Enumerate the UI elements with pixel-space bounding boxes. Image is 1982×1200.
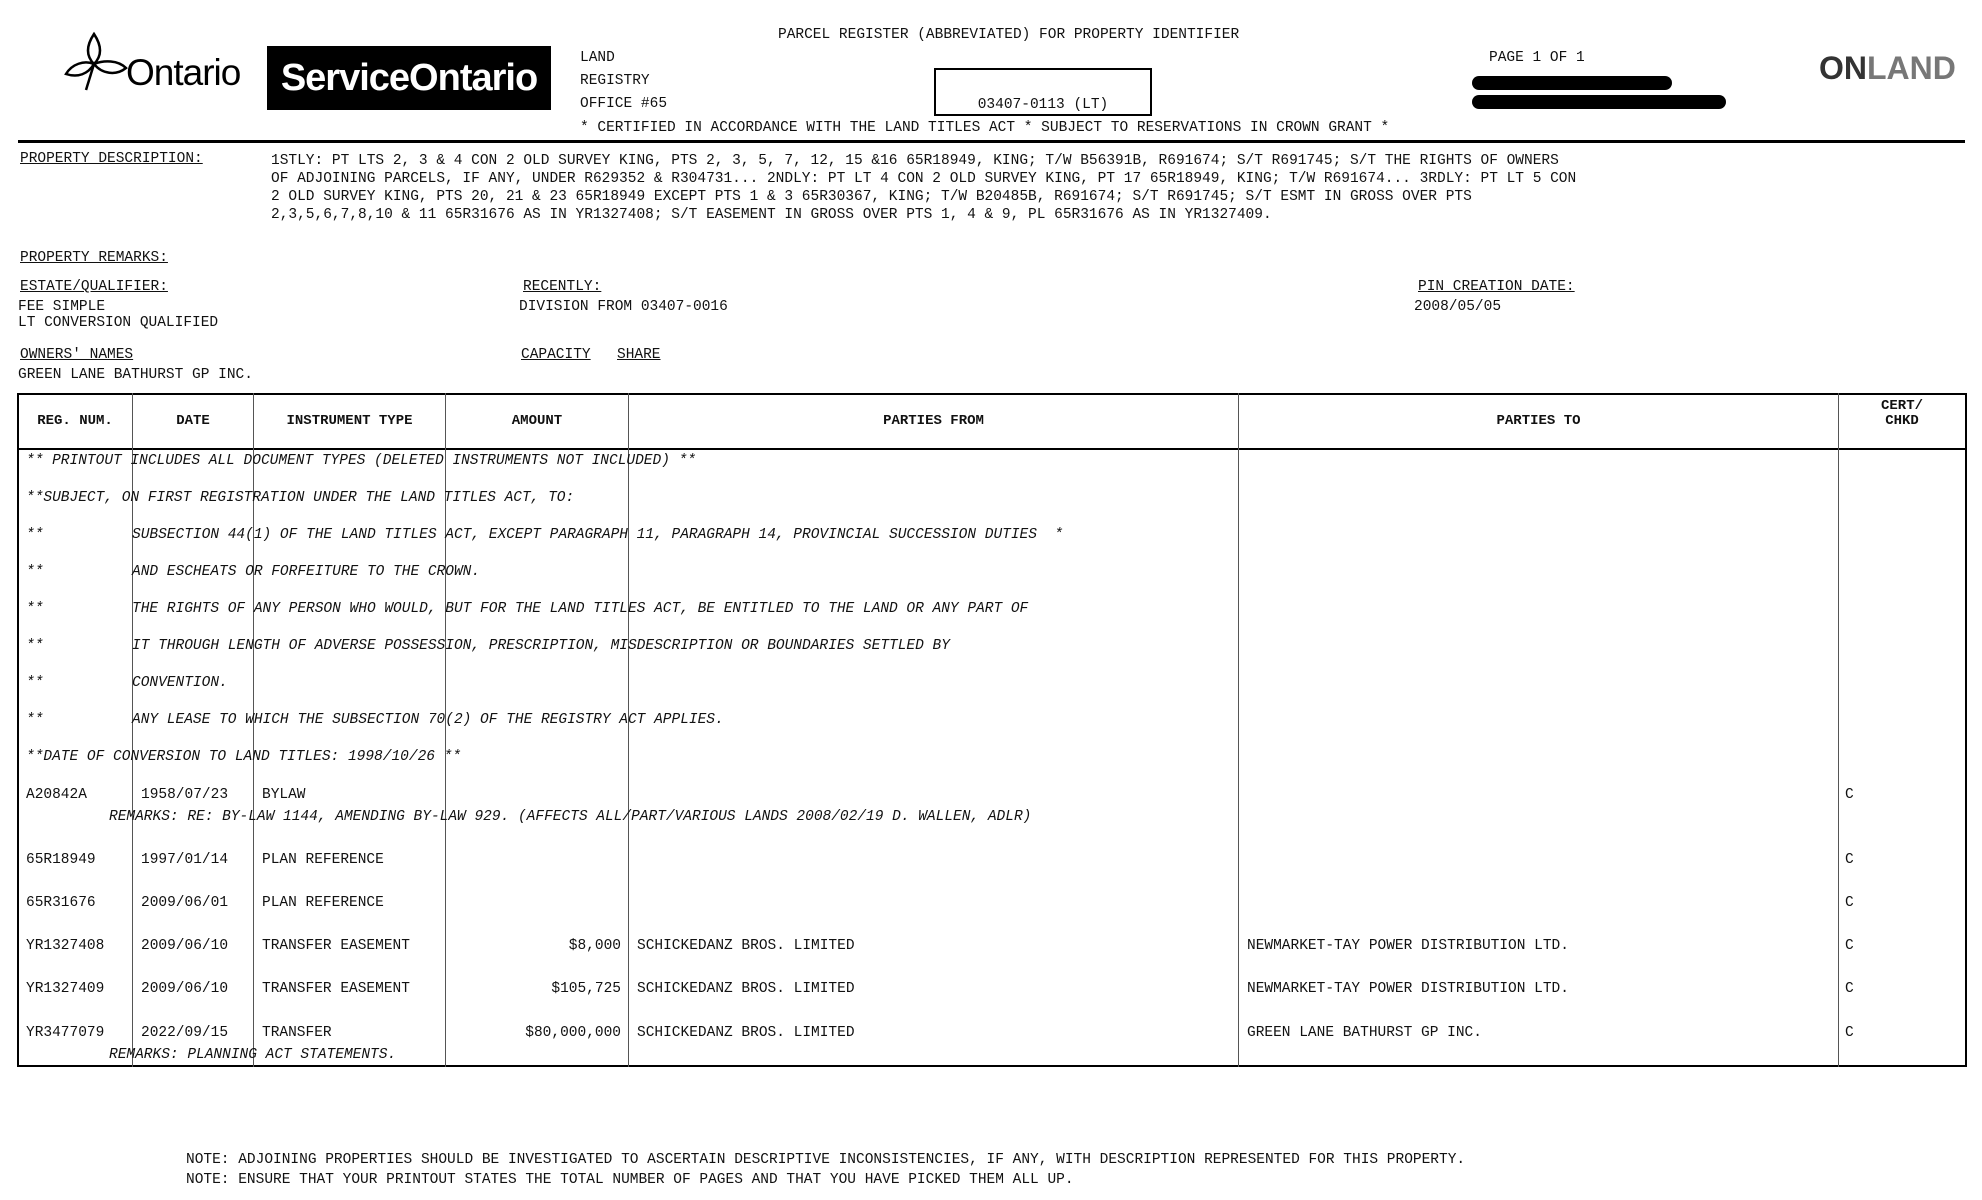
table-note-3: SUBSECTION 44(1) OF THE LAND TITLES ACT, EXCEPT PARAGRAPH 11, PARAGRAPH 14, PROVINCIAL SUCCESSION DUTIES * (132, 527, 1064, 543)
row-5-date: 2009/06/10 (141, 981, 229, 997)
note-prefix: ** (26, 638, 44, 654)
col-header-instrument-type: INSTRUMENT TYPE (286, 413, 413, 429)
onland-land: LAND (1867, 50, 1956, 86)
trillium-icon (64, 30, 132, 92)
row-1-cert: C (1845, 787, 1854, 803)
row-2-cert: C (1845, 852, 1854, 868)
row-5-type: TRANSFER EASEMENT (262, 981, 410, 997)
row-4-to: NEWMARKET-TAY POWER DISTRIBUTION LTD. (1247, 938, 1569, 954)
row-6-date: 2022/09/15 (141, 1025, 229, 1041)
owners-label: OWNERS' NAMES (20, 347, 134, 363)
share-label: SHARE (617, 347, 661, 363)
property-description-line-2: OF ADJOINING PARCELS, IF ANY, UNDER R629352 & R304731... 2NDLY: PT LT 4 CON 2 OLD SURVEY KING, PT 17 65R18949, KING; T/W R691674... 3RDLY: PT LT 5 CON (271, 171, 1577, 187)
onland-on: ON (1819, 50, 1867, 86)
table-note-4: AND ESCHEATS OR FORFEITURE TO THE CROWN. (132, 564, 481, 580)
row-5-amount: $105,725 (551, 981, 621, 997)
office-line-2: REGISTRY (580, 73, 650, 89)
row-3-type: PLAN REFERENCE (262, 895, 384, 911)
property-remarks-label: PROPERTY REMARKS: (20, 250, 168, 266)
service-ontario-logo: ServiceOntario (267, 46, 551, 110)
office-line-3: OFFICE #65 (580, 96, 668, 112)
row-6-from: SCHICKEDANZ BROS. LIMITED (637, 1025, 855, 1041)
table-note-5: THE RIGHTS OF ANY PERSON WHO WOULD, BUT FOR THE LAND TITLES ACT, BE ENTITLED TO THE LAND OR ANY PART OF (132, 601, 1029, 617)
header-rule (18, 140, 1965, 143)
footer-note-1: NOTE: ADJOINING PROPERTIES SHOULD BE INVESTIGATED TO ASCERTAIN DESCRIPTIVE INCONSISTENCIES, IF ANY, WITH DESCRIPTION REPRESENTED FOR THIS PROPERTY. (186, 1152, 1466, 1168)
table-note-8: ANY LEASE TO WHICH THE SUBSECTION 70(2) OF THE REGISTRY ACT APPLIES. (132, 712, 724, 728)
estate-value-2: LT CONVERSION QUALIFIED (18, 315, 219, 331)
row-2-type: PLAN REFERENCE (262, 852, 384, 868)
row-3-reg: 65R31676 (26, 895, 96, 911)
row-6-amount: $80,000,000 (525, 1025, 621, 1041)
row-2-reg: 65R18949 (26, 852, 96, 868)
onland-logo (1819, 50, 1956, 87)
ontario-logo (64, 30, 259, 100)
table-header-rule (17, 448, 1967, 450)
row-4-reg: YR1327408 (26, 938, 105, 954)
estate-qualifier-label: ESTATE/QUALIFIER: (20, 279, 168, 295)
note-prefix: ** (26, 527, 44, 543)
report-title: PARCEL REGISTER (ABBREVIATED) FOR PROPERTY IDENTIFIER (778, 27, 1240, 43)
page-indicator: PAGE 1 OF 1 (1489, 50, 1585, 66)
col-sep-5 (1238, 393, 1239, 1067)
pin-creation-label: PIN CREATION DATE: (1418, 279, 1575, 295)
property-description-line-3: 2 OLD SURVEY KING, PTS 20, 21 & 23 65R18949 EXCEPT PTS 1 & 3 65R30367, KING; T/W B20485B, R691674; S/T R691745; S/T ESMT IN GROSS OVER PTS (271, 189, 1472, 205)
table-note-6: IT THROUGH LENGTH OF ADVERSE POSSESSION, PRESCRIPTION, MISDESCRIPTION OR BOUNDARIES SETTLED BY (132, 638, 950, 654)
col-header-reg-num: REG. NUM. (37, 413, 113, 429)
pin-number: 03407-0113 (LT) (977, 97, 1109, 113)
row-5-from: SCHICKEDANZ BROS. LIMITED (637, 981, 855, 997)
pin-creation-value: 2008/05/05 (1414, 299, 1502, 315)
note-prefix: ** (26, 601, 44, 617)
row-4-cert: C (1845, 938, 1854, 954)
table-note-1: ** PRINTOUT INCLUDES ALL DOCUMENT TYPES (DELETED INSTRUMENTS NOT INCLUDED) ** (26, 453, 697, 469)
office-line-1: LAND (580, 50, 615, 66)
col-sep-4 (628, 393, 629, 1067)
row-4-from: SCHICKEDANZ BROS. LIMITED (637, 938, 855, 954)
row-4-amount: $8,000 (568, 938, 621, 954)
row-5-to: NEWMARKET-TAY POWER DISTRIBUTION LTD. (1247, 981, 1569, 997)
row-3-cert: C (1845, 895, 1854, 911)
col-header-chkd: CHKD (1885, 413, 1919, 429)
col-header-date: DATE (176, 413, 210, 429)
capacity-label: CAPACITY (521, 347, 591, 363)
property-description-line-4: 2,3,5,6,7,8,10 & 11 65R31676 AS IN YR1327408; S/T EASEMENT IN GROSS OVER PTS 1, 4 & 9, PL 65R31676 AS IN YR1327409. (271, 207, 1272, 223)
certified-statement: * CERTIFIED IN ACCORDANCE WITH THE LAND TITLES ACT * SUBJECT TO RESERVATIONS IN CROWN GRANT * (580, 120, 1390, 136)
row-1-type: BYLAW (262, 787, 306, 803)
redaction-1 (1472, 76, 1672, 90)
row-6-cert: C (1845, 1025, 1854, 1041)
pin-box (934, 68, 1152, 116)
estate-value-1: FEE SIMPLE (18, 299, 106, 315)
col-header-parties-from: PARTIES FROM (883, 413, 984, 429)
owners-value: GREEN LANE BATHURST GP INC. (18, 367, 253, 383)
recently-label: RECENTLY: (523, 279, 602, 295)
recently-value: DIVISION FROM 03407-0016 (519, 299, 728, 315)
row-5-cert: C (1845, 981, 1854, 997)
property-description-line-1: 1STLY: PT LTS 2, 3 & 4 CON 2 OLD SURVEY KING, PTS 2, 3, 5, 7, 12, 15 &16 65R18949, KING; T/W B56391B, R691674; S/T R691745; S/T THE RIGHTS OF OWNERS (271, 153, 1559, 169)
row-1-reg: A20842A (26, 787, 87, 803)
row-4-type: TRANSFER EASEMENT (262, 938, 410, 954)
table-note-9: **DATE OF CONVERSION TO LAND TITLES: 1998/10/26 ** (26, 749, 462, 765)
redaction-2 (1472, 95, 1726, 109)
row-2-date: 1997/01/14 (141, 852, 229, 868)
row-6-remarks: REMARKS: PLANNING ACT STATEMENTS. (109, 1047, 397, 1063)
row-6-reg: YR3477079 (26, 1025, 105, 1041)
note-prefix: ** (26, 675, 44, 691)
table-note-7: CONVENTION. (132, 675, 228, 691)
footer-note-2: NOTE: ENSURE THAT YOUR PRINTOUT STATES THE TOTAL NUMBER OF PAGES AND THAT YOU HAVE PICKED THEM ALL UP. (186, 1172, 1074, 1188)
note-prefix: ** (26, 564, 44, 580)
row-3-date: 2009/06/01 (141, 895, 229, 911)
row-5-reg: YR1327409 (26, 981, 105, 997)
property-description-label: PROPERTY DESCRIPTION: (20, 151, 203, 167)
ontario-wordmark: Ontario (126, 52, 241, 93)
row-4-date: 2009/06/10 (141, 938, 229, 954)
row-1-remarks: REMARKS: RE: BY-LAW 1144, AMENDING BY-LAW 929. (AFFECTS ALL/PART/VARIOUS LANDS 2008/02/19 D. WALLEN, ADLR) (109, 809, 1032, 825)
note-prefix: ** (26, 712, 44, 728)
table-note-2: **SUBJECT, ON FIRST REGISTRATION UNDER THE LAND TITLES ACT, TO: (26, 490, 575, 506)
row-6-type: TRANSFER (262, 1025, 332, 1041)
row-1-date: 1958/07/23 (141, 787, 229, 803)
col-sep-6 (1838, 393, 1839, 1067)
col-header-cert: CERT/ (1880, 398, 1923, 414)
col-header-parties-to: PARTIES TO (1496, 413, 1581, 429)
col-header-amount: AMOUNT (511, 413, 563, 429)
row-6-to: GREEN LANE BATHURST GP INC. (1247, 1025, 1482, 1041)
